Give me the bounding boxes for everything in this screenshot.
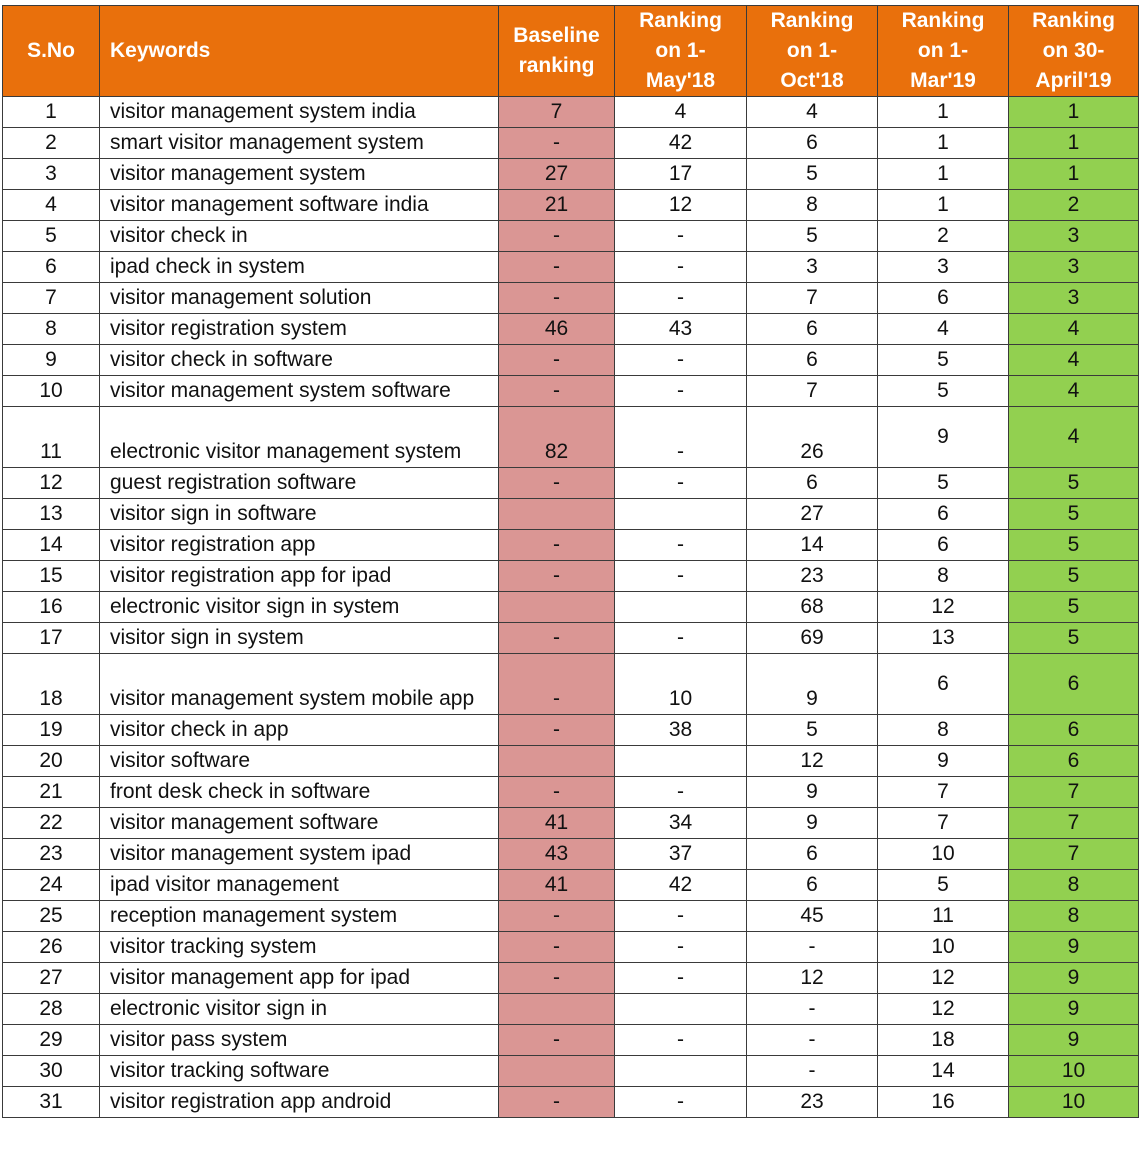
cell-mar19: 9 — [878, 407, 1009, 468]
cell-sno: 5 — [3, 221, 100, 252]
cell-keyword: visitor management solution — [100, 283, 499, 314]
cell-apr19: 7 — [1009, 777, 1139, 808]
cell-baseline: - — [499, 561, 615, 592]
cell-mar19: 6 — [878, 530, 1009, 561]
cell-sno: 23 — [3, 839, 100, 870]
cell-sno: 15 — [3, 561, 100, 592]
cell-baseline: - — [499, 345, 615, 376]
cell-may18: 43 — [615, 314, 747, 345]
cell-apr19: 10 — [1009, 1056, 1139, 1087]
header-mar19-line3: Mar'19 — [910, 69, 976, 92]
cell-sno: 14 — [3, 530, 100, 561]
cell-sno: 21 — [3, 777, 100, 808]
cell-oct18: 8 — [747, 190, 878, 221]
cell-mar19: 7 — [878, 808, 1009, 839]
table-row — [3, 128, 1139, 159]
cell-oct18: 6 — [747, 314, 878, 345]
table-row — [3, 221, 1139, 252]
cell-sno: 8 — [3, 314, 100, 345]
cell-apr19: 5 — [1009, 623, 1139, 654]
cell-keyword: visitor registration app android — [100, 1087, 499, 1118]
cell-may18: 4 — [615, 97, 747, 128]
cell-baseline: - — [499, 376, 615, 407]
header-keywords — [100, 6, 499, 97]
cell-apr19: 5 — [1009, 561, 1139, 592]
cell-keyword: visitor registration app for ipad — [100, 561, 499, 592]
cell-may18: - — [615, 283, 747, 314]
cell-baseline — [499, 746, 615, 777]
cell-may18: - — [615, 777, 747, 808]
cell-baseline: - — [499, 1087, 615, 1118]
cell-oct18: - — [747, 1025, 878, 1056]
cell-oct18: 14 — [747, 530, 878, 561]
table-row — [3, 592, 1139, 623]
header-sno-label: S.No — [27, 39, 75, 62]
cell-may18: 34 — [615, 808, 747, 839]
cell-mar19: 13 — [878, 623, 1009, 654]
table-row — [3, 345, 1139, 376]
table-header — [3, 6, 1139, 97]
cell-sno: 6 — [3, 252, 100, 283]
cell-mar19: 12 — [878, 994, 1009, 1025]
cell-oct18: 68 — [747, 592, 878, 623]
cell-mar19: 9 — [878, 746, 1009, 777]
table-row — [3, 407, 1139, 468]
cell-sno: 11 — [3, 407, 100, 468]
cell-apr19: 8 — [1009, 901, 1139, 932]
cell-sno: 22 — [3, 808, 100, 839]
cell-may18 — [615, 592, 747, 623]
cell-apr19: 4 — [1009, 314, 1139, 345]
cell-mar19: 2 — [878, 221, 1009, 252]
cell-oct18: 12 — [747, 963, 878, 994]
cell-apr19: 5 — [1009, 530, 1139, 561]
cell-baseline: - — [499, 468, 615, 499]
cell-keyword: visitor tracking system — [100, 932, 499, 963]
cell-mar19: 10 — [878, 932, 1009, 963]
cell-baseline: 41 — [499, 870, 615, 901]
cell-baseline: - — [499, 963, 615, 994]
cell-mar19: 10 — [878, 839, 1009, 870]
cell-sno: 7 — [3, 283, 100, 314]
table-row — [3, 97, 1139, 128]
cell-oct18: 9 — [747, 808, 878, 839]
cell-mar19: 1 — [878, 97, 1009, 128]
cell-sno: 20 — [3, 746, 100, 777]
cell-mar19: 11 — [878, 901, 1009, 932]
cell-may18: 38 — [615, 715, 747, 746]
cell-keyword: visitor tracking software — [100, 1056, 499, 1087]
cell-apr19: 7 — [1009, 808, 1139, 839]
table-row — [3, 1025, 1139, 1056]
table-row — [3, 468, 1139, 499]
cell-oct18: 3 — [747, 252, 878, 283]
cell-sno: 17 — [3, 623, 100, 654]
table-row — [3, 561, 1139, 592]
header-row — [3, 6, 1139, 97]
table-row — [3, 376, 1139, 407]
cell-apr19: 7 — [1009, 839, 1139, 870]
cell-may18: - — [615, 932, 747, 963]
cell-apr19: 6 — [1009, 654, 1139, 715]
cell-keyword: ipad visitor management — [100, 870, 499, 901]
cell-oct18: 6 — [747, 128, 878, 159]
header-baseline — [499, 6, 615, 97]
cell-may18: - — [615, 561, 747, 592]
cell-oct18: 5 — [747, 715, 878, 746]
cell-may18: - — [615, 376, 747, 407]
table-row — [3, 252, 1139, 283]
cell-oct18: 23 — [747, 561, 878, 592]
cell-mar19: 8 — [878, 561, 1009, 592]
cell-oct18: 9 — [747, 777, 878, 808]
cell-baseline — [499, 499, 615, 530]
cell-baseline: 41 — [499, 808, 615, 839]
cell-apr19: 6 — [1009, 746, 1139, 777]
cell-apr19: 2 — [1009, 190, 1139, 221]
cell-keyword: visitor management system software — [100, 376, 499, 407]
cell-apr19: 5 — [1009, 468, 1139, 499]
cell-may18 — [615, 994, 747, 1025]
cell-mar19: 1 — [878, 190, 1009, 221]
cell-sno: 1 — [3, 97, 100, 128]
cell-keyword: visitor sign in software — [100, 499, 499, 530]
table-row — [3, 839, 1139, 870]
table-row — [3, 1056, 1139, 1087]
cell-baseline: - — [499, 1025, 615, 1056]
cell-keyword: visitor management system ipad — [100, 839, 499, 870]
table-row — [3, 715, 1139, 746]
table-row — [3, 314, 1139, 345]
header-may18-line1: Ranking — [639, 9, 722, 32]
cell-sno: 29 — [3, 1025, 100, 1056]
cell-oct18: 6 — [747, 468, 878, 499]
cell-may18: 37 — [615, 839, 747, 870]
cell-baseline: 46 — [499, 314, 615, 345]
cell-mar19: 1 — [878, 128, 1009, 159]
table-row — [3, 777, 1139, 808]
cell-keyword: visitor check in software — [100, 345, 499, 376]
cell-keyword: guest registration software — [100, 468, 499, 499]
cell-sno: 13 — [3, 499, 100, 530]
cell-keyword: reception management system — [100, 901, 499, 932]
table-row — [3, 808, 1139, 839]
cell-oct18: - — [747, 932, 878, 963]
cell-apr19: 8 — [1009, 870, 1139, 901]
cell-apr19: 3 — [1009, 221, 1139, 252]
cell-may18 — [615, 1056, 747, 1087]
cell-sno: 30 — [3, 1056, 100, 1087]
cell-keyword: smart visitor management system — [100, 128, 499, 159]
cell-keyword: visitor pass system — [100, 1025, 499, 1056]
cell-baseline — [499, 994, 615, 1025]
cell-mar19: 6 — [878, 499, 1009, 530]
cell-apr19: 1 — [1009, 97, 1139, 128]
cell-sno: 2 — [3, 128, 100, 159]
table-body — [3, 97, 1139, 1118]
cell-mar19: 3 — [878, 252, 1009, 283]
cell-baseline: - — [499, 252, 615, 283]
cell-may18: 10 — [615, 654, 747, 715]
cell-sno: 31 — [3, 1087, 100, 1118]
cell-may18: 42 — [615, 870, 747, 901]
cell-mar19: 6 — [878, 283, 1009, 314]
cell-mar19: 1 — [878, 159, 1009, 190]
cell-apr19: 5 — [1009, 592, 1139, 623]
header-oct18-line1: Ranking — [770, 9, 854, 32]
cell-mar19: 5 — [878, 376, 1009, 407]
cell-oct18: 7 — [747, 376, 878, 407]
cell-oct18: 4 — [747, 97, 878, 128]
cell-may18: - — [615, 221, 747, 252]
cell-may18: 42 — [615, 128, 747, 159]
cell-baseline: - — [499, 283, 615, 314]
header-apr19-line2: on 30- — [1042, 39, 1105, 62]
keyword-ranking-table — [2, 5, 1139, 1118]
cell-oct18: 6 — [747, 345, 878, 376]
cell-mar19: 8 — [878, 715, 1009, 746]
cell-oct18: 26 — [747, 407, 878, 468]
cell-apr19: 9 — [1009, 963, 1139, 994]
cell-baseline: 21 — [499, 190, 615, 221]
cell-may18: - — [615, 901, 747, 932]
header-may18-line2: on 1- — [655, 39, 706, 62]
cell-apr19: 3 — [1009, 252, 1139, 283]
cell-may18: 17 — [615, 159, 747, 190]
cell-baseline — [499, 1056, 615, 1087]
cell-oct18: 45 — [747, 901, 878, 932]
cell-baseline: - — [499, 221, 615, 252]
cell-may18: - — [615, 252, 747, 283]
cell-oct18: 6 — [747, 839, 878, 870]
header-baseline-line2: ranking — [518, 54, 595, 77]
cell-mar19: 16 — [878, 1087, 1009, 1118]
cell-baseline: 43 — [499, 839, 615, 870]
cell-keyword: visitor registration app — [100, 530, 499, 561]
cell-keyword: electronic visitor management system — [100, 407, 499, 468]
header-sno — [3, 6, 100, 97]
cell-sno: 18 — [3, 654, 100, 715]
cell-oct18: 6 — [747, 870, 878, 901]
table-row — [3, 870, 1139, 901]
cell-baseline: 82 — [499, 407, 615, 468]
cell-baseline: - — [499, 901, 615, 932]
header-apr19-line3: April'19 — [1035, 69, 1112, 92]
header-baseline-line1: Baseline — [513, 24, 600, 47]
cell-apr19: 9 — [1009, 932, 1139, 963]
cell-apr19: 4 — [1009, 407, 1139, 468]
cell-keyword: visitor software — [100, 746, 499, 777]
cell-oct18: - — [747, 1056, 878, 1087]
table-row — [3, 190, 1139, 221]
cell-baseline: - — [499, 530, 615, 561]
cell-baseline: - — [499, 128, 615, 159]
cell-mar19: 12 — [878, 592, 1009, 623]
cell-may18: - — [615, 1025, 747, 1056]
cell-apr19: 5 — [1009, 499, 1139, 530]
cell-baseline: - — [499, 777, 615, 808]
cell-sno: 16 — [3, 592, 100, 623]
table-row — [3, 530, 1139, 561]
cell-apr19: 9 — [1009, 994, 1139, 1025]
cell-may18: - — [615, 530, 747, 561]
cell-mar19: 4 — [878, 314, 1009, 345]
cell-oct18: 9 — [747, 654, 878, 715]
cell-sno: 26 — [3, 932, 100, 963]
header-apr19-line1: Ranking — [1032, 9, 1115, 32]
table-row — [3, 994, 1139, 1025]
cell-keyword: visitor sign in system — [100, 623, 499, 654]
cell-may18: - — [615, 345, 747, 376]
cell-sno: 28 — [3, 994, 100, 1025]
cell-sno: 19 — [3, 715, 100, 746]
cell-apr19: 4 — [1009, 376, 1139, 407]
cell-mar19: 5 — [878, 468, 1009, 499]
header-oct18-line3: Oct'18 — [780, 69, 844, 92]
cell-baseline: - — [499, 715, 615, 746]
cell-may18: - — [615, 468, 747, 499]
header-mar19 — [878, 6, 1009, 97]
cell-may18: - — [615, 1087, 747, 1118]
cell-baseline: - — [499, 932, 615, 963]
header-apr19 — [1009, 6, 1139, 97]
cell-sno: 4 — [3, 190, 100, 221]
cell-oct18: 27 — [747, 499, 878, 530]
cell-mar19: 7 — [878, 777, 1009, 808]
cell-baseline: - — [499, 654, 615, 715]
table-row — [3, 499, 1139, 530]
cell-keyword: visitor management software india — [100, 190, 499, 221]
table-row — [3, 963, 1139, 994]
cell-apr19: 1 — [1009, 159, 1139, 190]
table-row — [3, 654, 1139, 715]
header-mar19-line2: on 1- — [917, 39, 969, 62]
cell-may18 — [615, 746, 747, 777]
header-oct18-line2: on 1- — [786, 39, 838, 62]
cell-oct18: 5 — [747, 221, 878, 252]
cell-baseline: 7 — [499, 97, 615, 128]
cell-keyword: front desk check in software — [100, 777, 499, 808]
cell-keyword: visitor check in app — [100, 715, 499, 746]
header-oct18 — [747, 6, 878, 97]
table-row — [3, 746, 1139, 777]
cell-may18: 12 — [615, 190, 747, 221]
header-may18 — [615, 6, 747, 97]
cell-oct18: 23 — [747, 1087, 878, 1118]
cell-apr19: 1 — [1009, 128, 1139, 159]
cell-apr19: 4 — [1009, 345, 1139, 376]
cell-mar19: 12 — [878, 963, 1009, 994]
cell-apr19: 10 — [1009, 1087, 1139, 1118]
cell-oct18: 12 — [747, 746, 878, 777]
cell-mar19: 14 — [878, 1056, 1009, 1087]
cell-oct18: 69 — [747, 623, 878, 654]
cell-mar19: 18 — [878, 1025, 1009, 1056]
cell-baseline: 27 — [499, 159, 615, 190]
table-row — [3, 901, 1139, 932]
cell-may18: - — [615, 623, 747, 654]
cell-oct18: - — [747, 994, 878, 1025]
table-row — [3, 1087, 1139, 1118]
table-row — [3, 623, 1139, 654]
cell-keyword: visitor registration system — [100, 314, 499, 345]
table-row — [3, 283, 1139, 314]
cell-keyword: visitor management system — [100, 159, 499, 190]
cell-may18: - — [615, 963, 747, 994]
cell-keyword: electronic visitor sign in — [100, 994, 499, 1025]
cell-keyword: visitor check in — [100, 221, 499, 252]
cell-may18 — [615, 499, 747, 530]
cell-keyword: visitor management app for ipad — [100, 963, 499, 994]
cell-mar19: 6 — [878, 654, 1009, 715]
cell-keyword: visitor management system mobile app — [100, 654, 499, 715]
cell-keyword: visitor management software — [100, 808, 499, 839]
cell-sno: 12 — [3, 468, 100, 499]
cell-apr19: 3 — [1009, 283, 1139, 314]
cell-keyword: electronic visitor sign in system — [100, 592, 499, 623]
cell-sno: 10 — [3, 376, 100, 407]
header-keywords-label: Keywords — [110, 39, 211, 62]
cell-sno: 25 — [3, 901, 100, 932]
cell-sno: 24 — [3, 870, 100, 901]
table-row — [3, 159, 1139, 190]
cell-baseline: - — [499, 623, 615, 654]
cell-apr19: 9 — [1009, 1025, 1139, 1056]
header-mar19-line1: Ranking — [901, 9, 985, 32]
cell-oct18: 7 — [747, 283, 878, 314]
cell-apr19: 6 — [1009, 715, 1139, 746]
cell-mar19: 5 — [878, 345, 1009, 376]
cell-mar19: 5 — [878, 870, 1009, 901]
cell-sno: 3 — [3, 159, 100, 190]
cell-keyword: visitor management system india — [100, 97, 499, 128]
cell-keyword: ipad check in system — [100, 252, 499, 283]
cell-may18: - — [615, 407, 747, 468]
cell-baseline — [499, 592, 615, 623]
cell-oct18: 5 — [747, 159, 878, 190]
cell-sno: 9 — [3, 345, 100, 376]
header-may18-line3: May'18 — [645, 69, 716, 92]
table-row — [3, 932, 1139, 963]
cell-sno: 27 — [3, 963, 100, 994]
